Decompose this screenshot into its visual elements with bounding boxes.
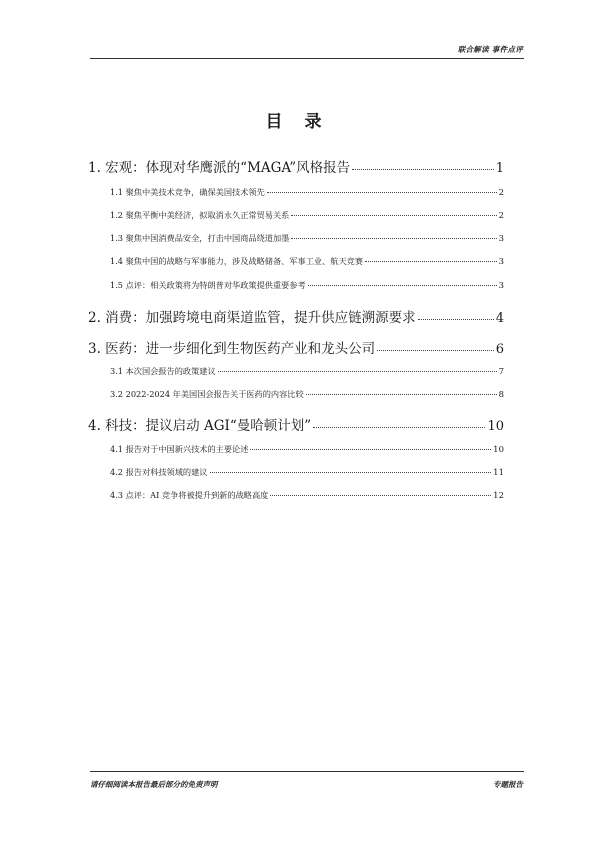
footer-rule — [90, 771, 524, 772]
toc-entry-label: 3. 医药：进一步细化到生物医药产业和龙头公司 — [88, 341, 376, 357]
toc-entry-page: 11 — [493, 468, 504, 478]
header-tag: 联合解读 事件点评 — [457, 45, 523, 54]
toc-entry-1-1[interactable] — [110, 187, 504, 198]
toc-entry-page: 1 — [495, 161, 504, 176]
toc-entry-3-2[interactable] — [110, 389, 504, 400]
toc-entry-label: 3.2 2022-2024 年美国国会报告关于医药的内容比较 — [110, 389, 304, 399]
toc-entry-4-1[interactable] — [110, 444, 504, 455]
toc-entry-label: 1. 宏观：体现对华鹰派的“MAGA”风格报告 — [88, 160, 351, 176]
toc-entry-page: 7 — [498, 367, 504, 377]
dot-leader — [352, 169, 494, 170]
toc-entry-label: 4.3 点评：AI 竞争将被提升到新的战略高度 — [110, 490, 269, 500]
toc-title: 目 录 — [265, 112, 330, 132]
dot-leader — [291, 215, 496, 216]
dot-leader — [308, 285, 497, 286]
toc-entry-page: 10 — [487, 419, 504, 434]
toc-entry-label: 3.1 本次国会报告的政策建议 — [110, 366, 216, 376]
dot-leader — [365, 261, 497, 262]
toc-entry-3[interactable] — [88, 337, 504, 357]
toc-entry-4[interactable] — [88, 414, 504, 434]
toc-entry-label: 4.2 报告对科技领域的建议 — [110, 467, 208, 477]
toc-entry-page: 2 — [498, 188, 504, 198]
footer-disclaimer: 请仔细阅读本报告最后部分的免责声明 — [90, 780, 218, 789]
toc-entry-page: 12 — [493, 491, 504, 501]
toc-entry-page: 4 — [495, 311, 504, 326]
dot-leader — [210, 472, 492, 473]
toc-entry-page: 8 — [498, 390, 504, 400]
toc-entry-page: 2 — [498, 211, 504, 221]
dot-leader — [377, 350, 494, 351]
toc-entry-label: 1.3 聚焦中国消费品安全，打击中国商品绕道加墨 — [110, 233, 290, 243]
toc-entry-label: 1.2 聚焦平衡中美经济，拟取消永久正常贸易关系 — [110, 210, 290, 220]
toc-entry-page: 6 — [495, 342, 504, 357]
dot-leader — [267, 192, 497, 193]
toc-entry-1-2[interactable] — [110, 210, 504, 221]
toc-entry-label: 1.1 聚焦中美技术竞争，确保美国技术领先 — [110, 187, 265, 197]
dot-leader — [418, 319, 494, 320]
toc-entry-label: 4. 科技：提议启动 AGI“曼哈顿计划” — [88, 418, 312, 434]
toc-entry-1-3[interactable] — [110, 233, 504, 244]
toc-entry-4-3[interactable] — [110, 490, 504, 501]
toc-entry-page: 3 — [498, 257, 504, 267]
dot-leader — [306, 394, 497, 395]
toc-entry-label: 2. 消费：加强跨境电商渠道监管，提升供应链溯源要求 — [88, 310, 416, 326]
dot-leader — [270, 495, 491, 496]
toc-entry-page: 3 — [498, 281, 504, 291]
toc-entry-3-1[interactable] — [110, 366, 504, 377]
dot-leader — [291, 238, 496, 239]
toc-entry-page: 3 — [498, 234, 504, 244]
toc-entry-1-5[interactable] — [110, 280, 504, 291]
toc-entry-4-2[interactable] — [110, 467, 504, 478]
toc-entry-1[interactable] — [88, 156, 504, 176]
toc-entry-page: 10 — [493, 445, 504, 455]
dot-leader — [313, 427, 485, 428]
toc-entry-label: 1.5 点评：相关政策将为特朗普对华政策提供重要参考 — [110, 280, 306, 290]
footer-report-type: 专题报告 — [493, 780, 523, 789]
header-rule — [90, 58, 524, 59]
dot-leader — [250, 449, 491, 450]
dot-leader — [218, 371, 497, 372]
toc-entry-label: 4.1 报告对于中国新兴技术的主要论述 — [110, 444, 249, 454]
toc-entry-1-4[interactable] — [110, 256, 504, 267]
toc-entry-label: 1.4 聚焦中国的战略与军事能力，涉及战略储备、军事工业、航天竞赛 — [110, 256, 364, 266]
toc-entry-2[interactable] — [88, 306, 504, 326]
